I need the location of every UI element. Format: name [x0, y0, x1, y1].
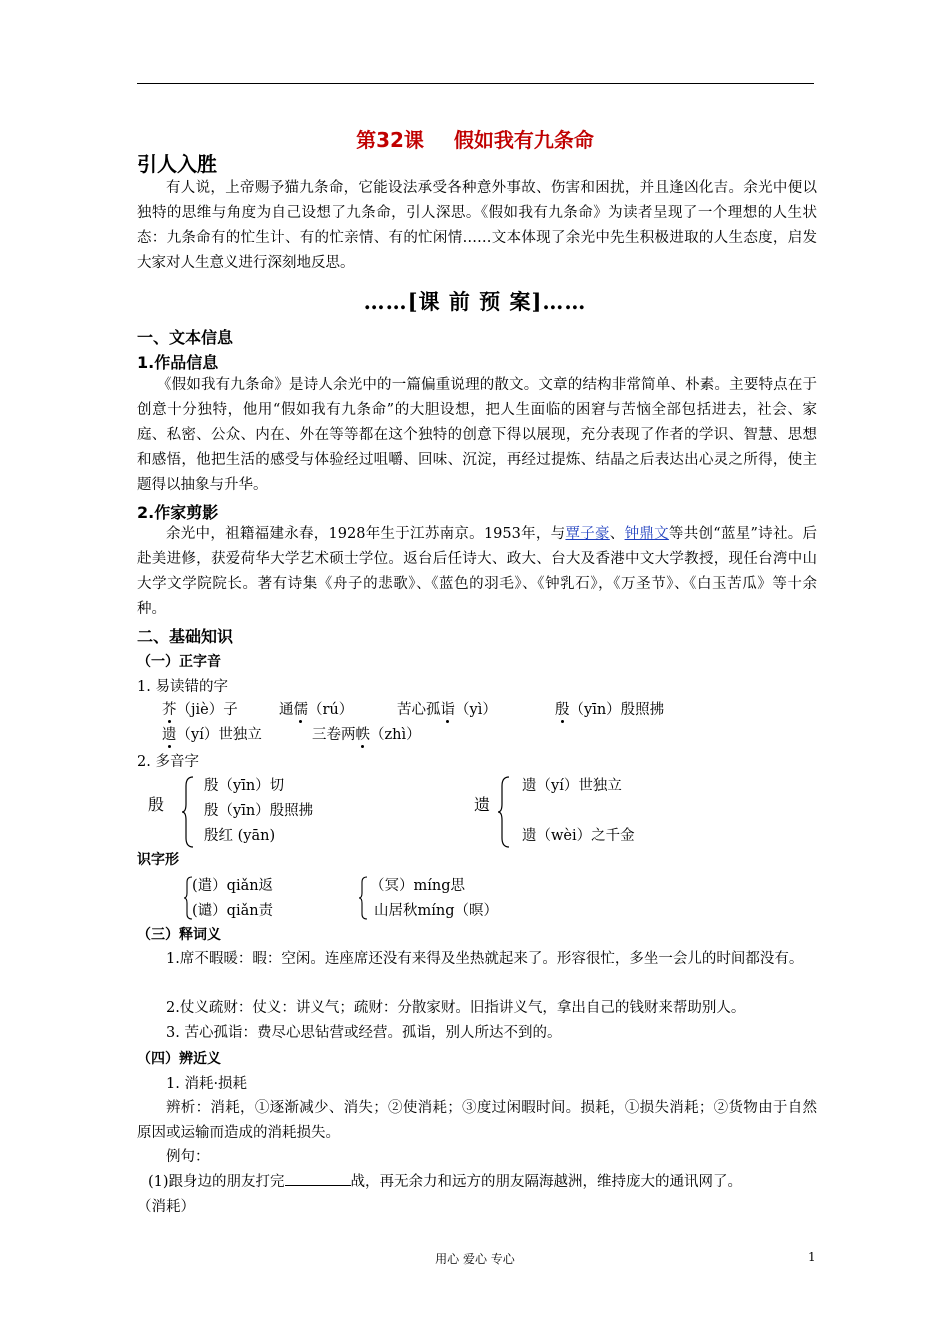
link-zhong-dingwen[interactable]: 钟鼎文: [624, 526, 669, 542]
synonym-analysis: 辨析：消耗，①逐渐减少、消失；②使消耗；③度过闲暇时间。损耗，①损失消耗；②货物由于自然原因或运输而造成的消耗损失。: [137, 1100, 817, 1141]
word-item: [162, 698, 238, 719]
section-banner: ……[课 前 预 案]……: [363, 289, 587, 314]
emphasis-char: 芥: [162, 702, 177, 718]
header-rule: [137, 83, 814, 84]
author-paragraph: [137, 522, 817, 622]
shape-item: （冥）míng思: [370, 878, 466, 894]
word-pre: 通: [279, 702, 294, 718]
intro-paragraph: 有人说，上帝赐予猫九条命，它能设法承受各种意外事故、伤害和困扰，并且逢凶化吉。余光中便以独特的思维与角度为自己设想了九条命，引人深思。《假如我有九条命》为读者呈现了一个理想的人生状态：九条命有的忙生计、有的忙亲情、有的忙闲情……文本体现了余光中先生积极进取的人生态度，启发大家对人生意义进行深刻地反思。: [137, 180, 817, 271]
polyphone-reading: 殷（yīn）殷照拂: [204, 803, 314, 819]
left-brace-icon: [358, 876, 368, 920]
word-rest: （zhì）: [370, 727, 421, 743]
synonym-pair: 1. 消耗·损耗: [166, 1076, 248, 1092]
lesson-name: 假如我有九条命: [453, 128, 594, 152]
polyphone-reading: 遗（wèi）之千金: [522, 828, 635, 844]
meaning-item: 3. 苦心孤诣：费尽心思钻营或经营。孤诣，别人所达不到的。: [166, 1025, 562, 1041]
word-pre: 苦心孤: [397, 702, 441, 718]
word-rest: （jiè）子: [176, 702, 238, 718]
pronunciation-sub1: 1. 易读错的字: [137, 679, 228, 695]
works-paragraph: 《假如我有九条命》是诗人余光中的一篇偏重说理的散文。文章的结构非常简单、朴素。主要特点在于创意十分独特，他用“假如我有九条命”的大胆设想，把人生面临的困窘与苦恼全部包括进去，社会、家庭、私密、公众、内在、外在等等都在这个独特的创意下得以展现，充分表现了作者的学识、智慧、思想和感悟，他把生活的感受与体验经过咀嚼、回味、沉淀，再经过提炼、结晶之后表达出心灵之所得，使主题得以抽象与升华。: [137, 377, 817, 493]
shape-item: (谴）qiǎn责: [192, 903, 274, 919]
shape-heading: 识字形: [137, 852, 179, 868]
word-pre: 三卷两: [312, 727, 356, 743]
page-number: 1: [808, 1250, 816, 1264]
polyphone-char-yin: 殷: [148, 795, 165, 814]
link-qin-zihao[interactable]: 覃子豪: [565, 526, 610, 542]
meaning-item: 1.席不暇暖：暇：空闲。连座席还没有来得及坐热就起来了。形容很忙，多坐一会儿的时间都没有。: [166, 951, 804, 967]
section2-heading: 二、基础知识: [137, 627, 234, 646]
emphasis-char: 诣: [440, 702, 455, 718]
polyphone-reading: 殷红 (yān): [204, 828, 276, 844]
works-heading: 1.作品信息: [137, 353, 219, 372]
word-item: [312, 723, 421, 744]
pronunciation-heading: （一）正字音: [137, 654, 221, 670]
polyphone-char-yi: 遗: [474, 795, 491, 814]
polyphone-reading: 殷（yīn）切: [204, 778, 285, 794]
example-answer: （消耗）: [137, 1199, 195, 1215]
emphasis-char: 遗: [162, 727, 177, 743]
word-item: [397, 698, 497, 719]
footer-text: 用心 爱心 专心: [435, 1252, 515, 1266]
author-heading: 2.作家剪影: [137, 503, 219, 522]
emphasis-char: 儒: [293, 702, 308, 718]
synonyms-heading: （四）辨近义: [137, 1051, 221, 1067]
example-sentence: [148, 1170, 742, 1191]
left-brace-icon: [181, 776, 195, 848]
word-rest: （yì）: [455, 702, 497, 718]
answer-blank: [285, 1171, 351, 1186]
word-item: [162, 723, 262, 744]
emphasis-char: 帙: [355, 727, 370, 743]
example-text-end: 战，再无余力和远方的朋友隔海越洲，维持庞大的通讯网了。: [350, 1174, 743, 1190]
emphasis-char: 殷: [555, 702, 570, 718]
example-label: 例句：: [166, 1149, 210, 1165]
word-rest: （yīn）殷照拂: [569, 702, 665, 718]
shape-item: (遣）qiǎn返: [192, 878, 274, 894]
lesson-number: 第32课: [356, 128, 424, 152]
word-item: [279, 698, 353, 719]
author-separator: 、: [609, 526, 625, 542]
word-rest: （rú）: [308, 702, 354, 718]
author-text-end: 等共创“蓝星”诗社。后赴美进修，获爱荷华大学艺术硕士学位。返台后任诗大、政大、台大及香港中文大学教授，现任台湾中山大学文学院院长。著有诗集《舟子的悲歌》、《蓝色的羽毛》、《钟乳石》，《万圣节》、《白玉苦瓜》等十余种。: [137, 526, 818, 617]
word-rest: （yí）世独立: [176, 727, 262, 743]
meaning-item: 2.仗义疏财：仗义：讲义气；疏财：分散家财。旧指讲义气，拿出自己的钱财来帮助别人。: [166, 1000, 746, 1016]
word-item: [555, 698, 664, 719]
pronunciation-sub2: 2. 多音字: [137, 754, 199, 770]
polyphone-reading: 遗（yí）世独立: [522, 778, 622, 794]
author-text-start: 余光中，祖籍福建永春，1928年生于江苏南京。1953年，与: [166, 526, 566, 542]
intro-heading: 引人入胜: [137, 152, 217, 176]
shape-item: 山居秋míng（暝）: [374, 903, 499, 919]
section1-heading: 一、文本信息: [137, 328, 234, 347]
left-brace-icon: [497, 776, 511, 848]
example-text-start: (1)跟身边的朋友打完: [148, 1174, 285, 1190]
meaning-heading: （三）释词义: [137, 927, 221, 943]
